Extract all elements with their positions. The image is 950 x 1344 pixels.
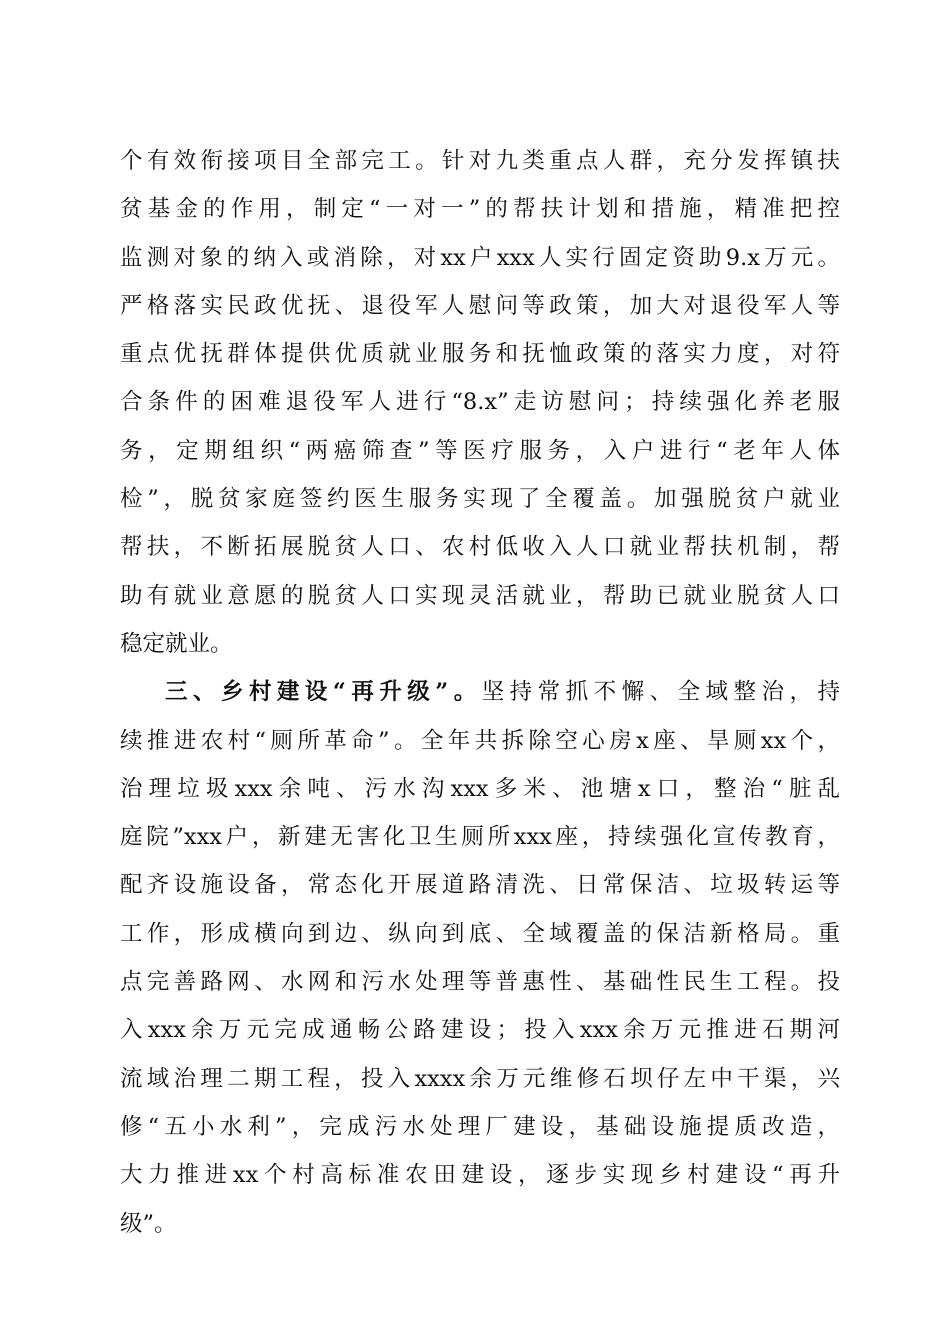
text-line: 帮扶，不断拓展脱贫人口、农村低收入人口就业帮扶机制，帮: [120, 534, 840, 561]
text-line: 配齐设施设备，常态化开展道路清洗、日常保洁、垃圾转运等: [120, 872, 840, 899]
text-line: 个有效衔接项目全部完工。针对九类重点人群，充分发挥镇扶: [120, 148, 840, 174]
text-line: 贫基金的作用，制定“一对一”的帮扶计划和措施，精准把控: [120, 196, 840, 223]
text-line: 助有就业意愿的脱贫人口实现灵活就业，帮助已就业脱贫人口: [120, 582, 840, 609]
text-line: 大力推进xx个村高标准农田建设，逐步实现乡村建设“再升: [120, 1162, 840, 1189]
text-line: 入xxx余万元完成通畅公路建设；投入xxx余万元推进石期河: [120, 1017, 840, 1044]
text-line: 严格落实民政优抚、退役军人慰问等政策，加大对退役军人等: [120, 292, 840, 319]
text-line: 流域治理二期工程，投入xxxx余万元维修石坝仔左中干渠，兴: [120, 1065, 840, 1092]
text-line: 务，定期组织“两癌筛查”等医疗服务，入户进行“老年人体: [120, 437, 840, 464]
text-line: 修“五小水利”，完成污水处理厂建设，基础设施提质改造，: [120, 1113, 840, 1140]
paragraph-1: [120, 137, 840, 668]
paragraph-2: [120, 668, 840, 1248]
text-line: 检”，脱贫家庭签约医生服务实现了全覆盖。加强脱贫户就业: [120, 486, 840, 513]
paragraph-2-first-line: [120, 668, 840, 716]
text-line: 合条件的困难退役军人进行“8.x”走访慰问；持续强化养老服: [120, 389, 840, 416]
text-line: 监测对象的纳入或消除，对xx户xxx人实行固定资助9.x万元。: [120, 244, 840, 271]
text-line: 治理垃圾xxx余吨、污水沟xxx多米、池塘x口，整治“脏乱: [120, 775, 840, 802]
text-line: 重点优抚群体提供优质就业服务和抚恤政策的落实力度，对符: [120, 341, 840, 368]
text-line: 庭院”xxx户，新建无害化卫生厕所xxx座，持续强化宣传教育，: [120, 824, 840, 851]
section-heading-rest: 坚持常抓不懈、全域整治，持: [481, 679, 840, 706]
text-line: 续推进农村“厕所革命”。全年共拆除空心房x座、旱厕xx个，: [120, 727, 840, 754]
text-line: 点完善路网、水网和污水处理等普惠性、基础性民生工程。投: [120, 969, 840, 996]
text-line: 工作，形成横向到边、纵向到底、全域覆盖的保洁新格局。重: [120, 920, 840, 947]
body-text: [120, 137, 840, 1248]
text-line: 稳定就业。: [120, 630, 233, 657]
text-line: 级”。: [120, 1210, 177, 1237]
section-heading: 三、乡村建设“再升级”。: [165, 679, 482, 706]
